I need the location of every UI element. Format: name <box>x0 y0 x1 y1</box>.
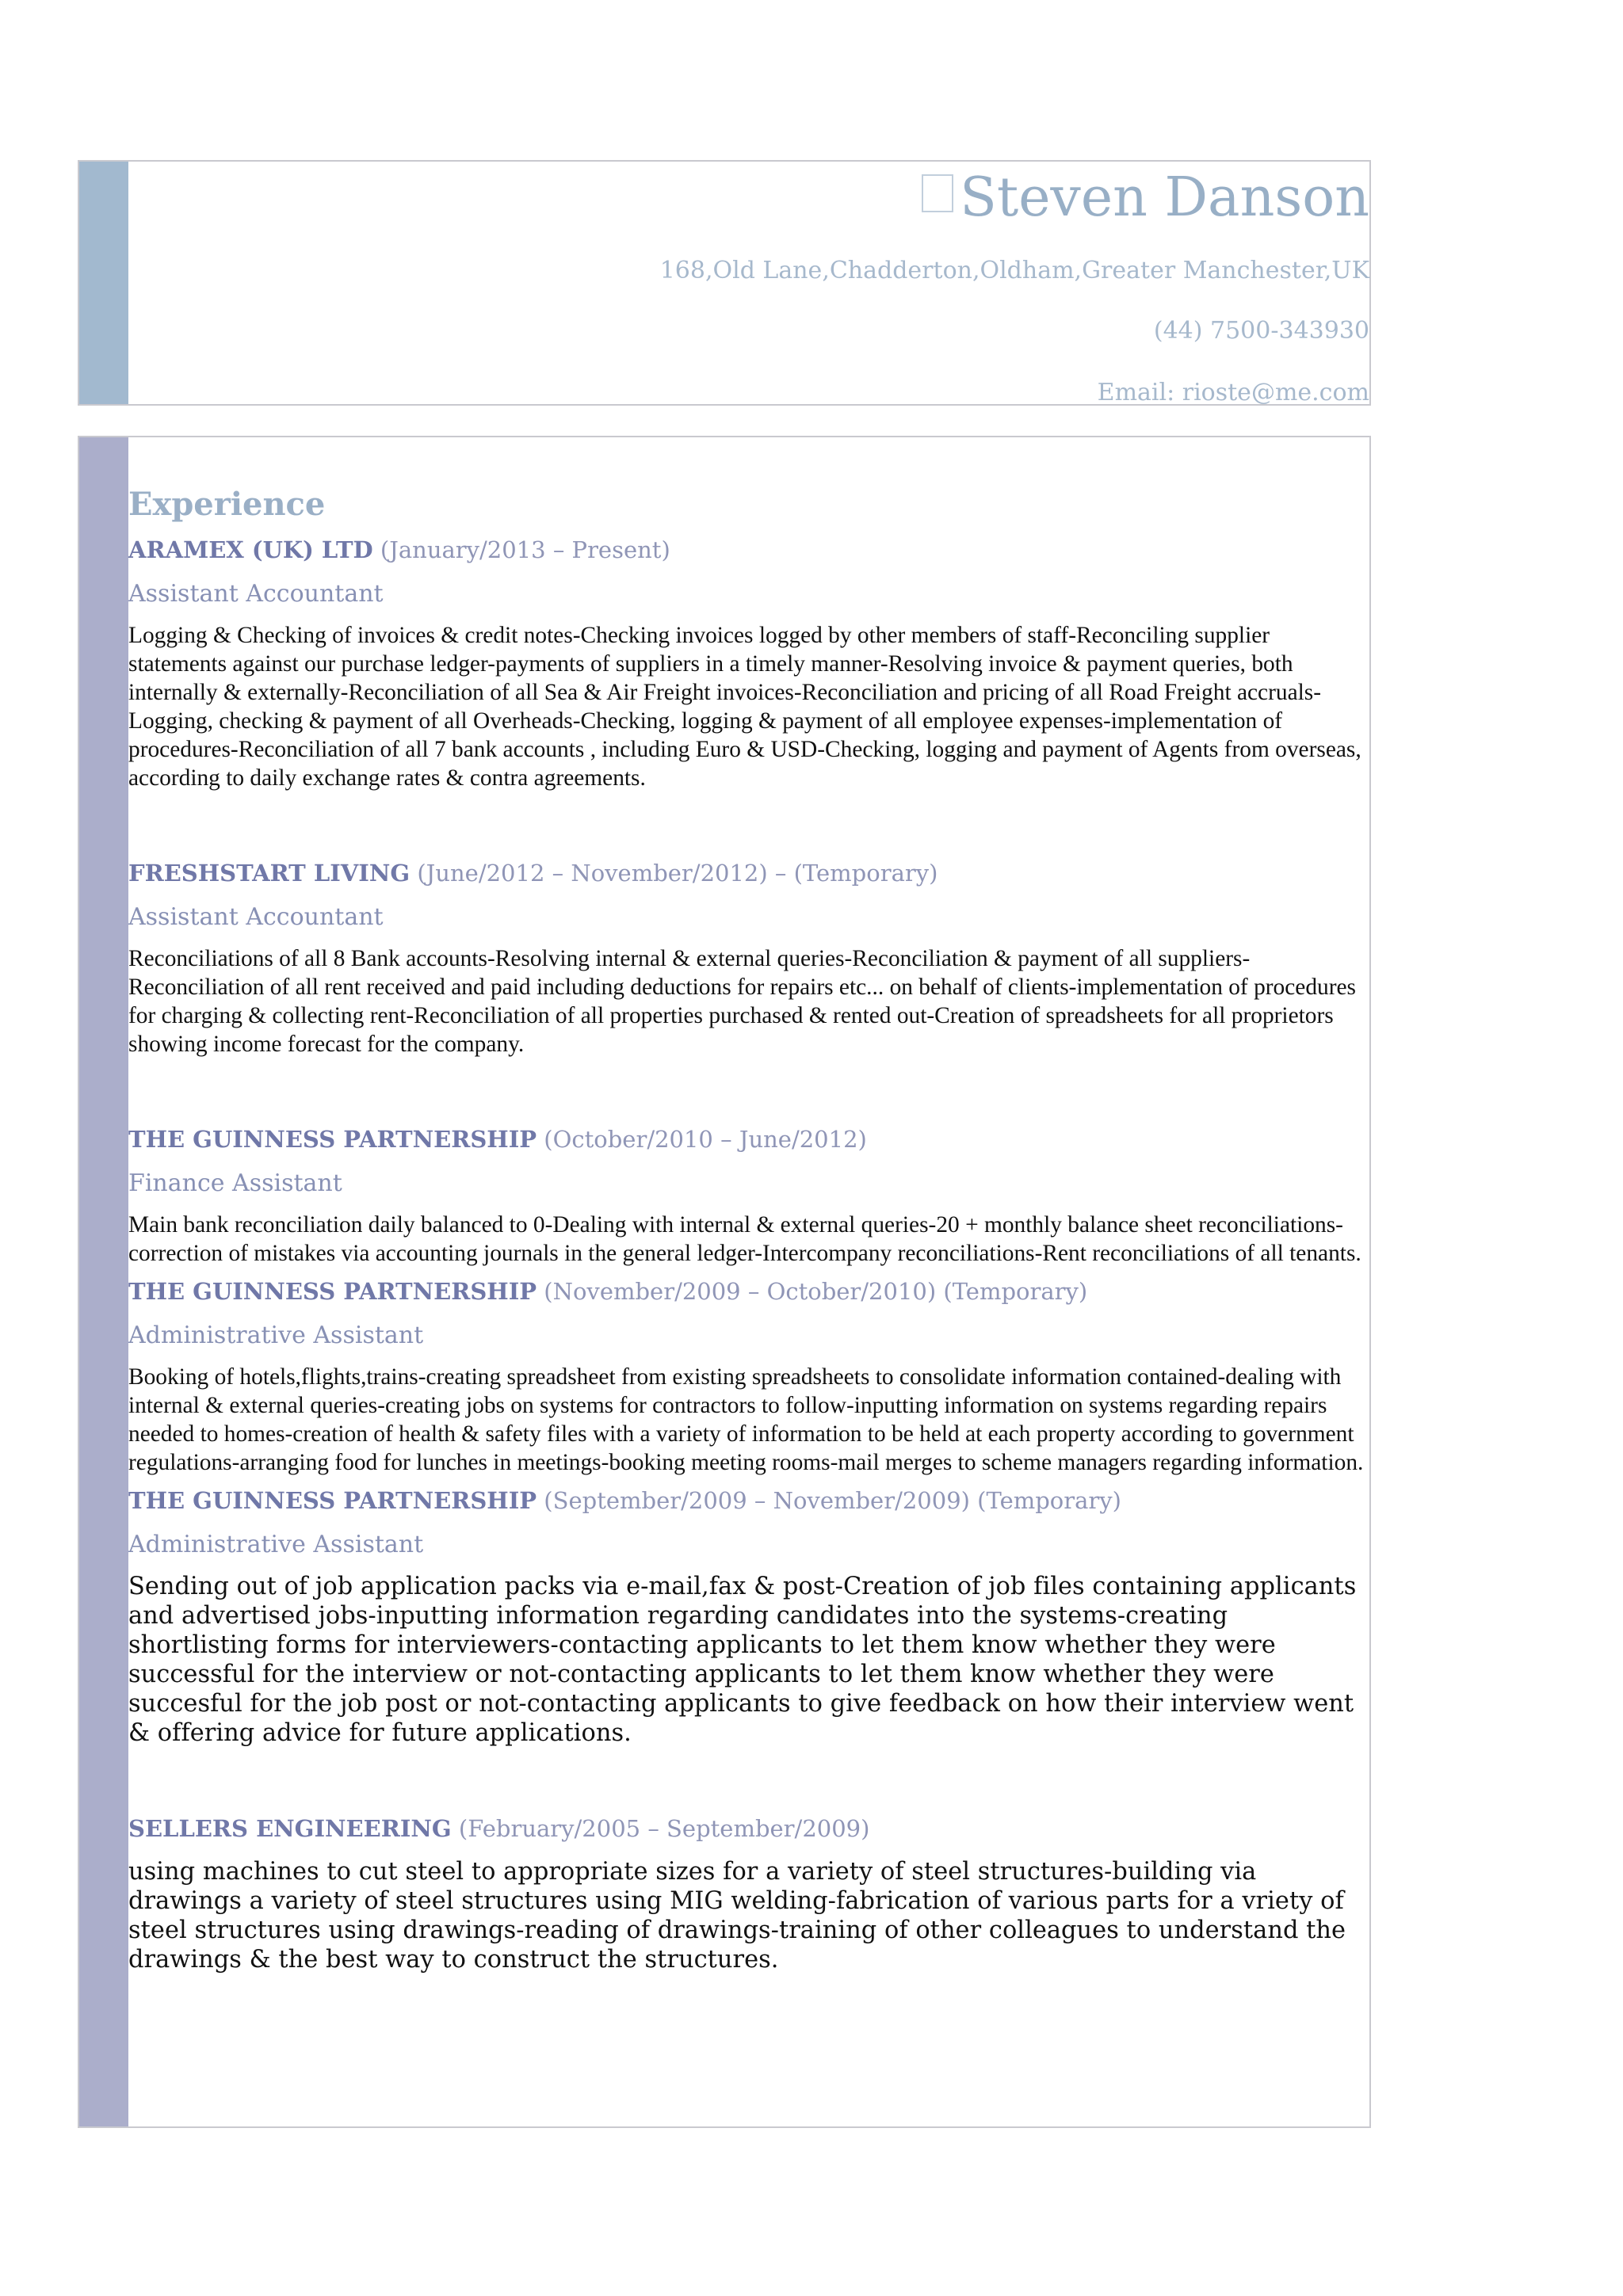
job-heading <box>128 1483 1368 1518</box>
job-period: (January/2013 – Present) <box>372 536 670 563</box>
section-title-experience: Experience <box>128 486 326 523</box>
phone: (44) 7500-343930 <box>1153 317 1369 345</box>
job-period: (October/2010 – June/2012) <box>537 1126 867 1153</box>
experience-section <box>128 485 1368 1974</box>
job-company: ARAMEX (UK) LTD <box>128 536 373 563</box>
job-company: THE GUINNESS PARTNERSHIP <box>128 1126 537 1153</box>
job-entry <box>128 1274 1368 1477</box>
job-heading <box>128 856 1368 891</box>
job-description: Booking of hotels,flights,trains-creating spreadsheet from existing spreadsheets to consolidate information contained-dealing with internal & external queries-creating jobs on systems for contractors to follow-inputting information on systems regarding repairs needed to homes-creation of health & safety files with a variety of information to be held at each property according to government regulations-arranging food for lunches in meetings-booking meeting rooms-mail merges to scheme managers regarding information. <box>128 1364 1364 1475</box>
job-entry <box>128 1811 1368 1974</box>
job-heading <box>128 1274 1368 1309</box>
job-company: THE GUINNESS PARTNERSHIP <box>128 1487 537 1514</box>
job-role: Finance Assistant <box>128 1169 342 1197</box>
job-period: (June/2012 – November/2012) – (Temporary) <box>410 860 938 887</box>
job-description: Sending out of job application packs via e-mail,fax & post-Creation of job files containing applicants and advertised jobs-inputting information regarding candidates into the systems-creating shortlisting forms for interviewers-contacting applicants to let them know whether they were successful for the interview or not-contacting applicants to let them know whether they were succesful for the job post or not-contacting applicants to give feedback on how their interview went & offering advice for future applications. <box>128 1573 1357 1747</box>
candidate-name <box>922 165 1369 231</box>
job-period: (September/2009 – November/2009) (Temporary) <box>537 1487 1121 1514</box>
job-role: Assistant Accountant <box>128 580 384 608</box>
job-heading <box>128 1122 1368 1157</box>
candidate-name-text: Steven Danson <box>960 166 1369 229</box>
job-description: Main bank reconciliation daily balanced to 0-Dealing with internal & external queries-20 + monthly balance sheet reconciliations-correction of mistakes via accounting journals in the general ledger-Intercompany reconciliations-Rent reconciliations of all tenants. <box>128 1212 1361 1266</box>
job-role: Administrative Assistant <box>128 1322 424 1349</box>
job-entry <box>128 1483 1368 1748</box>
job-company: FRESHSTART LIVING <box>128 860 411 887</box>
job-period: (November/2009 – October/2010) (Temporary) <box>537 1278 1088 1305</box>
email[interactable]: Email: rioste@me.com <box>1097 379 1369 406</box>
header-panel <box>78 160 1371 406</box>
job-role: Administrative Assistant <box>128 1531 424 1558</box>
job-period: (February/2005 – September/2009) <box>451 1815 870 1842</box>
job-description: Logging & Checking of invoices & credit notes-Checking invoices logged by other members of staff-Reconciling supplier statements against our purchase ledger-payments of suppliers in a timely manner-Resolving invoice & payment queries, both internally & externally-Reconciliation of all Sea & Air Freight invoices-Reconciliation and pricing of all Road Freight accruals-Logging, checking & payment of all Overheads-Checking, logging & payment of all employee expenses-implementation of procedures-Reconciliation of all 7 bank accounts , including Euro & USD-Checking, logging and payment of Agents from overseas, according to daily exchange rates & contra agreements. <box>128 623 1361 791</box>
job-company: THE GUINNESS PARTNERSHIP <box>128 1278 537 1305</box>
placeholder-glyph-icon <box>922 174 953 212</box>
job-description: Reconciliations of all 8 Bank accounts-Resolving internal & external queries-Reconciliation & payment of all suppliers-Reconciliation of all rent received and paid including deductions for repairs etc... on behalf of clients-implementation of procedures for charging & collecting rent-Reconciliation of all properties purchased & rented out-Creation of spreadsheets for all proprietors showing income forecast for the company. <box>128 946 1356 1057</box>
job-company: SELLERS ENGINEERING <box>128 1815 452 1842</box>
job-role: Assistant Accountant <box>128 903 384 931</box>
job-entry <box>128 856 1368 1058</box>
body-accent-bar <box>79 437 128 2126</box>
job-description: using machines to cut steel to appropriate sizes for a variety of steel structures-building via drawings a variety of steel structures using MIG welding-fabrication of various parts for a vriety of steel structures using drawings-reading of drawings-training of other colleagues to understand the drawings & the best way to construct the structures. <box>128 1858 1346 1974</box>
header-accent-bar <box>79 162 128 404</box>
job-heading <box>128 532 1368 567</box>
job-entry <box>128 532 1368 792</box>
job-entry <box>128 1122 1368 1268</box>
job-heading <box>128 1811 1368 1846</box>
address: 168,Old Lane,Chadderton,Oldham,Greater Manchester,UK <box>659 257 1369 284</box>
